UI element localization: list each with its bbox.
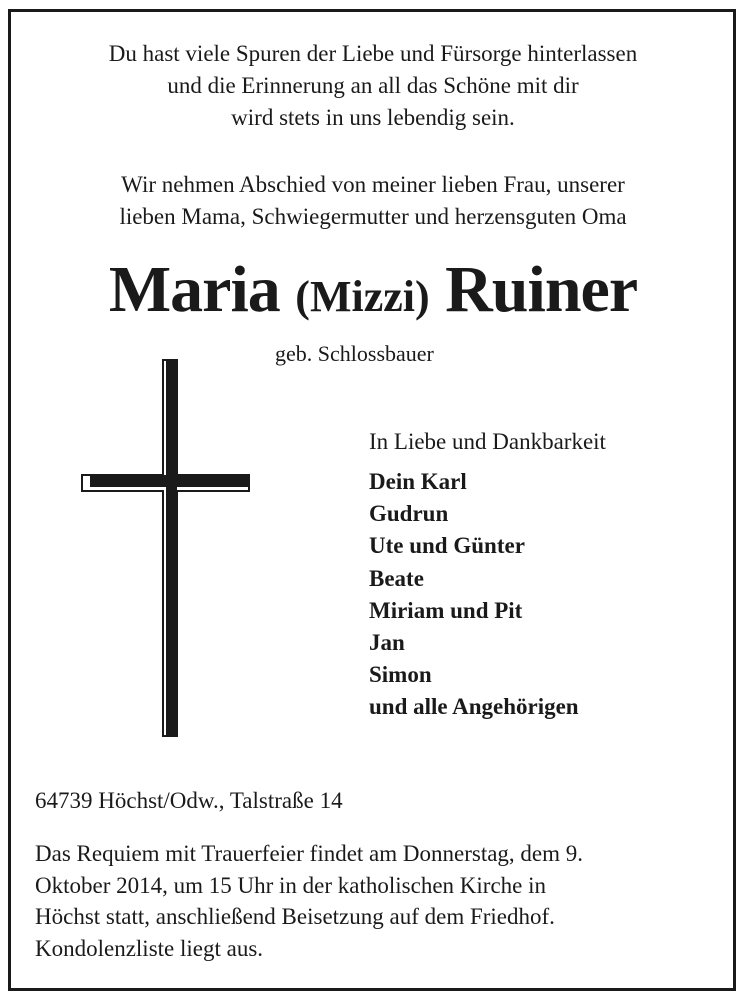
first-name: Maria — [108, 253, 280, 326]
mourner-name: Simon — [369, 662, 432, 688]
mourner-name: Miriam und Pit — [369, 597, 523, 623]
requiem-line: Kondolenzliste liegt aus. — [35, 935, 264, 961]
deceased-name — [11, 250, 735, 337]
mourners-list — [369, 466, 579, 724]
maiden-name: geb. Schlossbauer — [275, 341, 434, 366]
requiem-notice — [35, 838, 583, 964]
requiem-line: Oktober 2014, um 15 Uhr in der katholischen Kirche in — [35, 872, 546, 898]
intro-line: Wir nehmen Abschied von meiner lieben Frau, unserer — [121, 172, 625, 197]
farewell-intro — [11, 169, 735, 233]
latin-cross-icon — [81, 359, 251, 737]
poem-line: und die Erinnerung an all das Schöne mit dir — [167, 73, 579, 98]
mourner-name: Jan — [369, 630, 405, 656]
memorial-poem — [11, 38, 735, 134]
poem-line: Du hast viele Spuren der Liebe und Fürsorge hinterlassen — [108, 41, 638, 66]
mourner-name: und alle Angehörigen — [369, 694, 579, 720]
mourner-name: Beate — [369, 565, 424, 591]
mourner-name: Dein Karl — [369, 469, 467, 494]
family-address: 64739 Höchst/Odw., Talstraße 14 — [35, 788, 343, 813]
gratitude-heading: In Liebe und Dankbarkeit — [369, 429, 606, 454]
mourner-name: Gudrun — [369, 501, 449, 527]
nickname: (Mizzi) — [295, 272, 430, 321]
poem-line: wird stets in uns lebendig sein. — [231, 105, 515, 130]
mourner-name: Ute und Günter — [369, 533, 525, 559]
requiem-line: Höchst statt, anschließend Beisetzung auf dem Friedhof. — [35, 904, 555, 929]
last-name: Ruiner — [445, 253, 638, 326]
obituary-notice — [8, 9, 736, 991]
requiem-line: Das Requiem mit Trauerfeier findet am Donnerstag, dem 9. — [35, 841, 584, 866]
intro-line: lieben Mama, Schwiegermutter und herzensguten Oma — [119, 204, 627, 229]
